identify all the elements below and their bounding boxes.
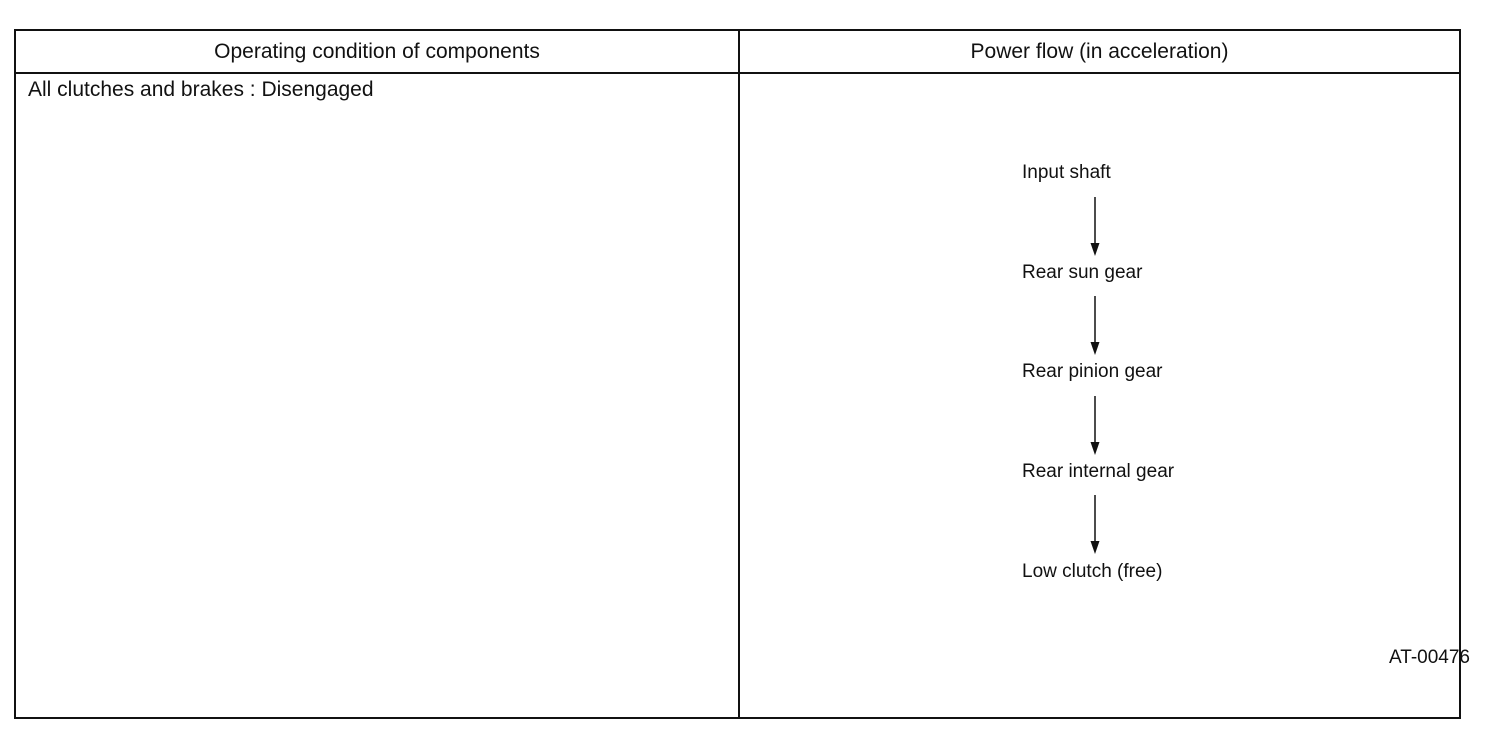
column-divider bbox=[738, 31, 740, 717]
flow-step-rear-sun-gear: Rear sun gear bbox=[1022, 262, 1143, 283]
flow-step-rear-pinion-gear: Rear pinion gear bbox=[1022, 361, 1163, 382]
header-power-flow: Power flow (in acceleration) bbox=[970, 39, 1229, 63]
figure-code: AT-00476 bbox=[1389, 647, 1470, 668]
flow-step-low-clutch: Low clutch (free) bbox=[1022, 561, 1163, 582]
condition-text: All clutches and brakes : Disengaged bbox=[28, 78, 374, 101]
operation-table bbox=[14, 29, 1461, 719]
flow-step-rear-internal-gear: Rear internal gear bbox=[1022, 461, 1175, 482]
header-divider bbox=[16, 72, 1459, 74]
header-operating-condition: Operating condition of components bbox=[214, 39, 540, 63]
flow-step-input-shaft: Input shaft bbox=[1022, 162, 1111, 183]
